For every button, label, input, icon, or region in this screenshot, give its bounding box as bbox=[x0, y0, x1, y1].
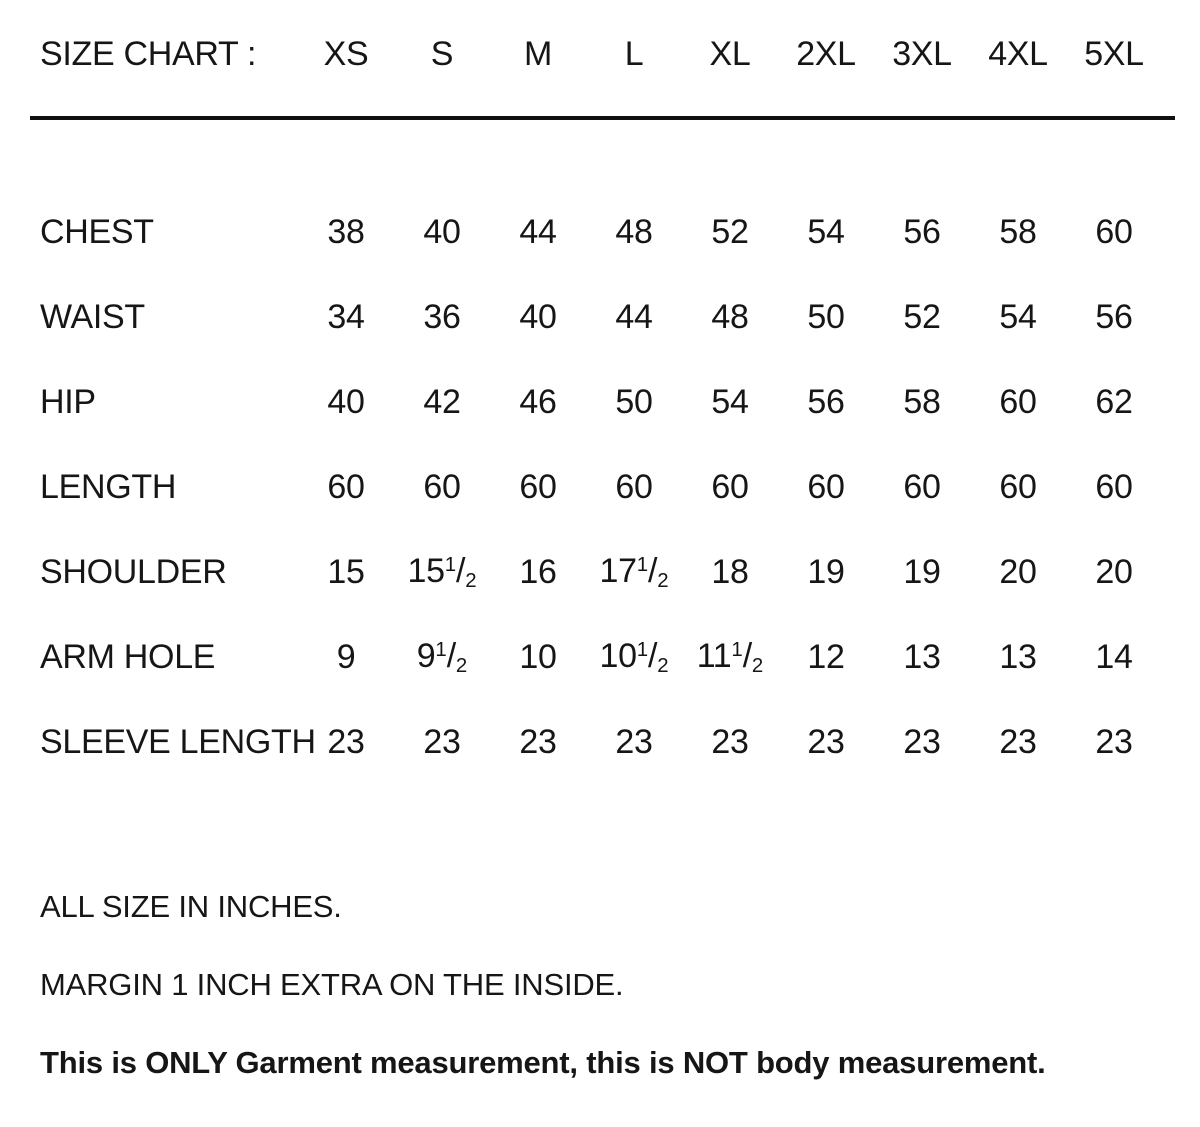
size-value-cell: $17^1/_2$ bbox=[599, 551, 669, 593]
size-value-cell: 23 bbox=[1095, 723, 1133, 761]
row-label: SLEEVE LENGTH bbox=[40, 723, 316, 761]
size-value-cell: 23 bbox=[519, 723, 557, 761]
size-value-cell: 9 bbox=[336, 638, 356, 676]
size-value-cell: 23 bbox=[807, 723, 845, 761]
size-value-cell: 60 bbox=[1095, 468, 1133, 506]
size-value-cell: 13 bbox=[903, 638, 941, 676]
size-column-header: S bbox=[430, 35, 454, 73]
size-value-cell: 52 bbox=[711, 213, 749, 251]
size-value-cell: 60 bbox=[519, 468, 557, 506]
size-value-cell: 23 bbox=[903, 723, 941, 761]
size-chart-title: SIZE CHART : bbox=[40, 35, 257, 73]
fraction-numerator: 1 bbox=[636, 553, 649, 576]
size-value-cell: 60 bbox=[999, 383, 1037, 421]
size-value-cell: 40 bbox=[423, 213, 461, 251]
size-value-cell: 60 bbox=[615, 468, 653, 506]
note-margin: MARGIN 1 INCH EXTRA ON THE INSIDE. bbox=[40, 967, 624, 1002]
fraction-numerator: 1 bbox=[731, 638, 743, 661]
table-row bbox=[40, 615, 1200, 700]
size-column-header: XL bbox=[709, 35, 751, 73]
size-value-cell: $11^1/_2$ bbox=[696, 636, 764, 678]
size-value-cell: 19 bbox=[903, 553, 941, 591]
fraction-numerator: 1 bbox=[636, 638, 649, 661]
size-column-header: XS bbox=[323, 35, 369, 73]
table-row bbox=[40, 275, 1200, 360]
size-value-cell: 56 bbox=[903, 213, 941, 251]
size-column-header: 4XL bbox=[988, 35, 1048, 73]
size-value-cell: $9^1/_2$ bbox=[416, 636, 468, 678]
row-label: CHEST bbox=[40, 213, 154, 251]
size-value-cell: 44 bbox=[615, 298, 653, 336]
size-value-cell: 52 bbox=[903, 298, 941, 336]
size-value-cell: 20 bbox=[999, 553, 1037, 591]
size-column-header: 2XL bbox=[796, 35, 856, 73]
size-value-cell: 60 bbox=[711, 468, 749, 506]
size-value-cell: 60 bbox=[423, 468, 461, 506]
size-value-cell: 12 bbox=[807, 638, 845, 676]
size-value-cell: 40 bbox=[327, 383, 365, 421]
size-value-cell: 44 bbox=[519, 213, 557, 251]
table-row bbox=[40, 445, 1200, 530]
size-value-cell: 60 bbox=[999, 468, 1037, 506]
size-value-cell: 14 bbox=[1095, 638, 1133, 676]
fraction-numerator: 1 bbox=[444, 553, 457, 576]
fraction-denominator: 2 bbox=[465, 570, 477, 593]
table-row bbox=[40, 700, 1200, 785]
table-row bbox=[40, 360, 1200, 445]
size-value-cell: 48 bbox=[711, 298, 749, 336]
size-value-cell: $15^1/_2$ bbox=[407, 551, 477, 593]
table-row bbox=[40, 530, 1200, 615]
size-value-cell: 23 bbox=[711, 723, 749, 761]
size-value-cell: 36 bbox=[423, 298, 461, 336]
row-label: WAIST bbox=[40, 298, 145, 336]
size-value-cell: 48 bbox=[615, 213, 653, 251]
size-value-cell: 54 bbox=[807, 213, 845, 251]
size-value-cell: 40 bbox=[519, 298, 557, 336]
size-value-cell: 13 bbox=[999, 638, 1037, 676]
size-value-cell: $10^1/_2$ bbox=[599, 636, 669, 678]
size-value-cell: 23 bbox=[999, 723, 1037, 761]
size-value-cell: 23 bbox=[327, 723, 365, 761]
fraction-denominator: 2 bbox=[657, 655, 669, 678]
size-value-cell: 60 bbox=[903, 468, 941, 506]
size-table-body bbox=[0, 190, 1200, 785]
size-value-cell: 46 bbox=[519, 383, 557, 421]
size-value-cell: 54 bbox=[999, 298, 1037, 336]
size-value-cell: 54 bbox=[711, 383, 749, 421]
size-value-cell: 50 bbox=[615, 383, 653, 421]
size-value-cell: 62 bbox=[1095, 383, 1133, 421]
note-disclaimer: This is ONLY Garment measurement, this is NOT body measurement. bbox=[40, 1045, 1046, 1080]
header-row bbox=[40, 0, 1200, 78]
fraction-numerator: 1 bbox=[435, 638, 447, 661]
size-column-header: M bbox=[523, 35, 553, 73]
fraction-denominator: 2 bbox=[455, 655, 468, 678]
size-value-cell: 60 bbox=[807, 468, 845, 506]
size-value-cell: 60 bbox=[327, 468, 365, 506]
size-value-cell: 58 bbox=[999, 213, 1037, 251]
size-column-header: 3XL bbox=[892, 35, 952, 73]
size-value-cell: 18 bbox=[711, 553, 749, 591]
size-chart bbox=[0, 0, 1200, 78]
size-value-cell: 60 bbox=[1095, 213, 1133, 251]
size-value-cell: 23 bbox=[423, 723, 461, 761]
size-column-header: 5XL bbox=[1084, 35, 1144, 73]
size-value-cell: 58 bbox=[903, 383, 941, 421]
size-value-cell: 15 bbox=[327, 553, 365, 591]
table-row bbox=[40, 190, 1200, 275]
size-value-cell: 50 bbox=[807, 298, 845, 336]
notes bbox=[0, 889, 1200, 1081]
row-label: LENGTH bbox=[40, 468, 177, 506]
row-label: HIP bbox=[40, 383, 96, 421]
fraction-denominator: 2 bbox=[751, 655, 764, 678]
size-value-cell: 20 bbox=[1095, 553, 1133, 591]
size-column-header: L bbox=[624, 35, 644, 73]
size-value-cell: 34 bbox=[327, 298, 365, 336]
row-label: SHOULDER bbox=[40, 553, 227, 591]
header-divider-line bbox=[30, 116, 1175, 120]
size-value-cell: 56 bbox=[807, 383, 845, 421]
size-value-cell: 38 bbox=[327, 213, 365, 251]
fraction-denominator: 2 bbox=[657, 570, 669, 593]
note-units: ALL SIZE IN INCHES. bbox=[40, 889, 342, 924]
size-value-cell: 23 bbox=[615, 723, 653, 761]
size-value-cell: 42 bbox=[423, 383, 461, 421]
size-value-cell: 10 bbox=[519, 638, 557, 676]
row-label: ARM HOLE bbox=[40, 638, 216, 676]
size-value-cell: 16 bbox=[519, 553, 557, 591]
size-value-cell: 56 bbox=[1095, 298, 1133, 336]
size-value-cell: 19 bbox=[807, 553, 845, 591]
